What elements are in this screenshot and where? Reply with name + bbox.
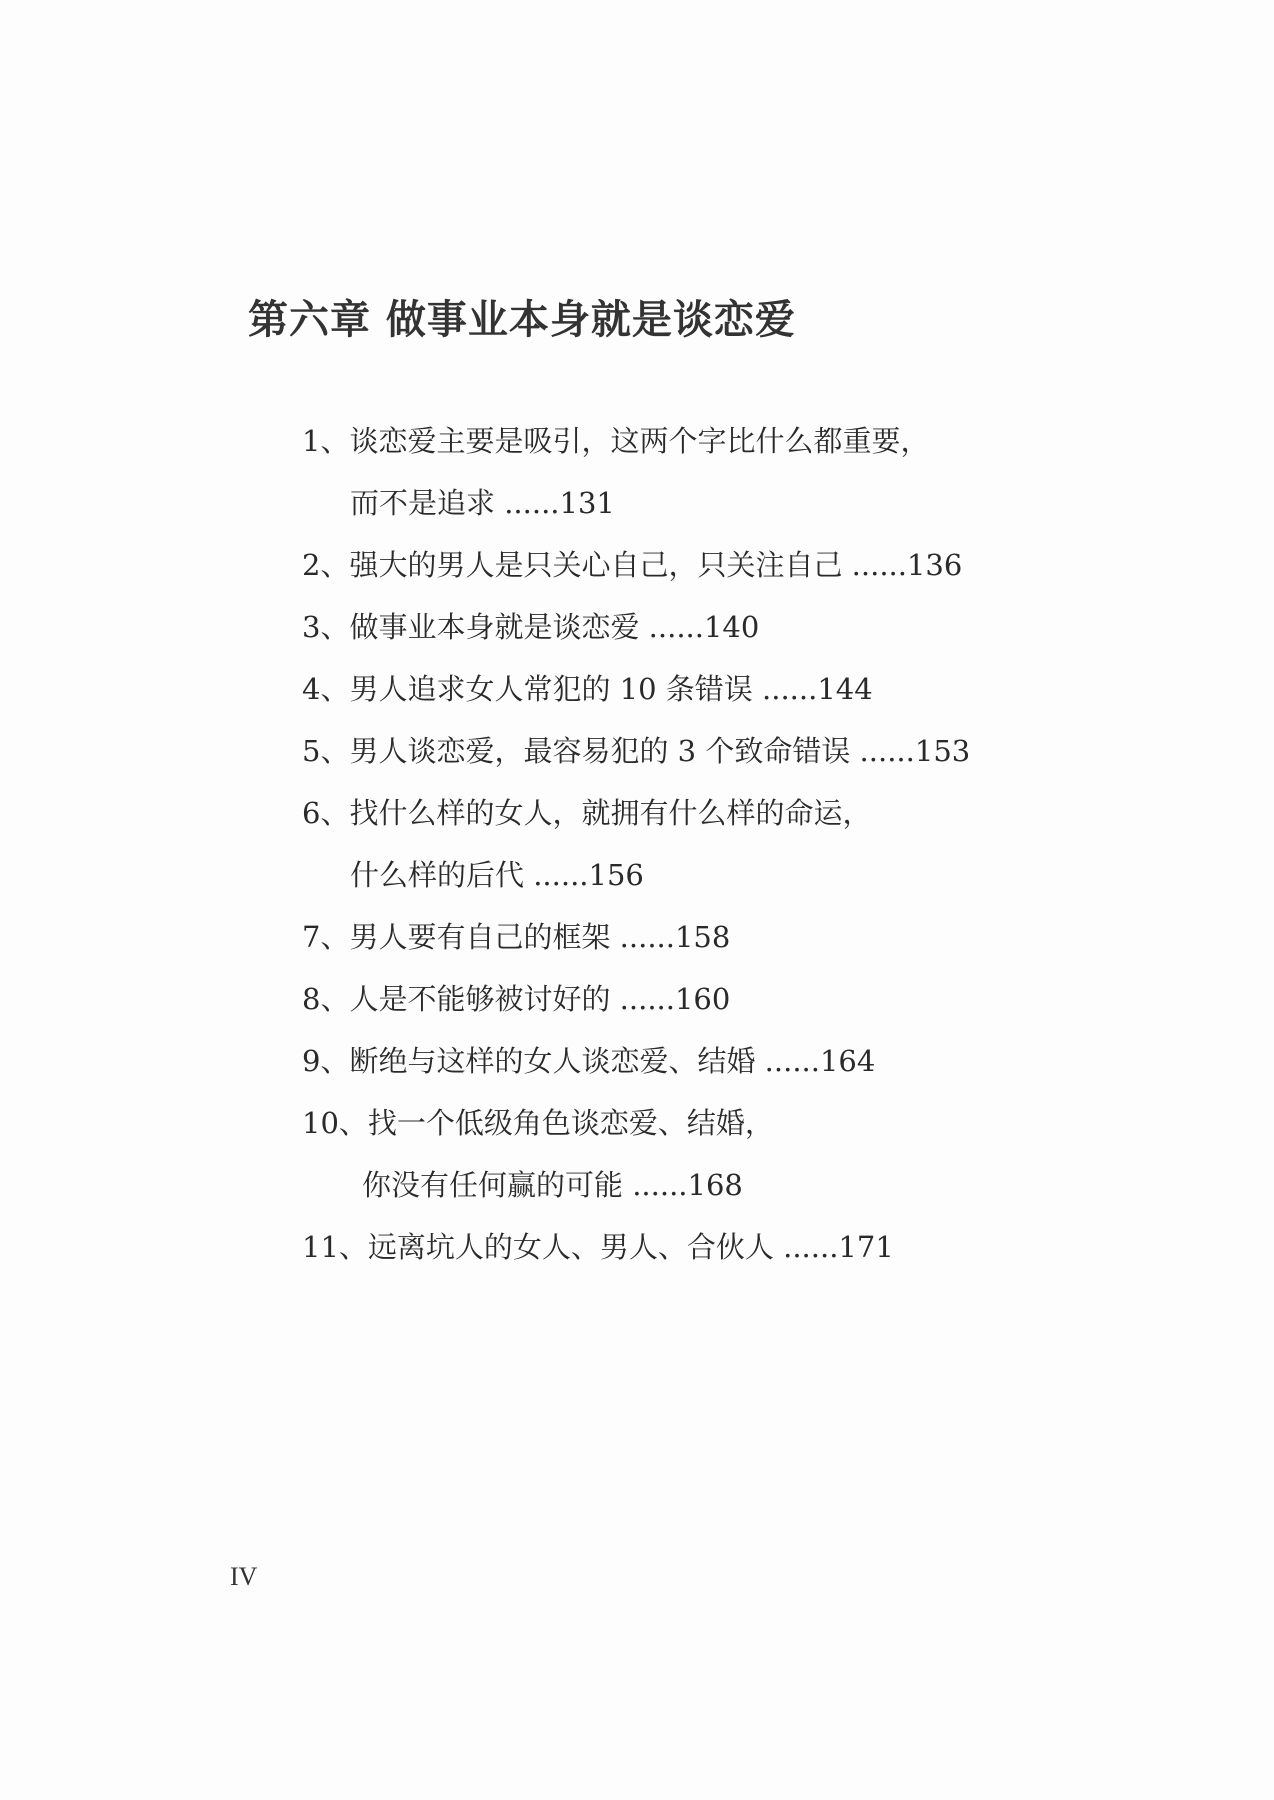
toc-entry-5: 5、男人谈恋爱，最容易犯的 3 个致命错误 ......153 [302, 734, 971, 768]
toc-entry-1-continuation: 而不是追求 ......131 [350, 486, 615, 520]
toc-entry-7: 7、男人要有自己的框架 ......158 [302, 920, 731, 954]
toc-entry-6-continuation: 什么样的后代 ......156 [350, 858, 644, 892]
toc-entry-2: 2、强大的男人是只关心自己，只关注自己 ......136 [302, 548, 963, 582]
toc-entry-11: 11、远离坑人的女人、男人、合伙人 ......171 [302, 1230, 894, 1264]
toc-entry-10-continuation: 你没有任何赢的可能 ......168 [362, 1168, 743, 1202]
toc-entry-3: 3、做事业本身就是谈恋爱 ......140 [302, 610, 760, 644]
toc-entry-4: 4、男人追求女人常犯的 10 条错误 ......144 [302, 672, 873, 706]
chapter-title: 第六章 做事业本身就是谈恋爱 [248, 297, 796, 343]
toc-entry-8: 8、人是不能够被讨好的 ......160 [302, 982, 731, 1016]
toc-entry-1: 1、谈恋爱主要是吸引，这两个字比什么都重要， [302, 424, 930, 458]
toc-entry-10: 10、找一个低级角色谈恋爱、结婚， [302, 1106, 774, 1140]
toc-entry-6: 6、找什么样的女人，就拥有什么样的命运， [302, 796, 872, 830]
toc-entry-9: 9、断绝与这样的女人谈恋爱、结婚 ......164 [302, 1044, 876, 1078]
table-of-contents [302, 410, 970, 1278]
page-number: IV [230, 1562, 258, 1591]
